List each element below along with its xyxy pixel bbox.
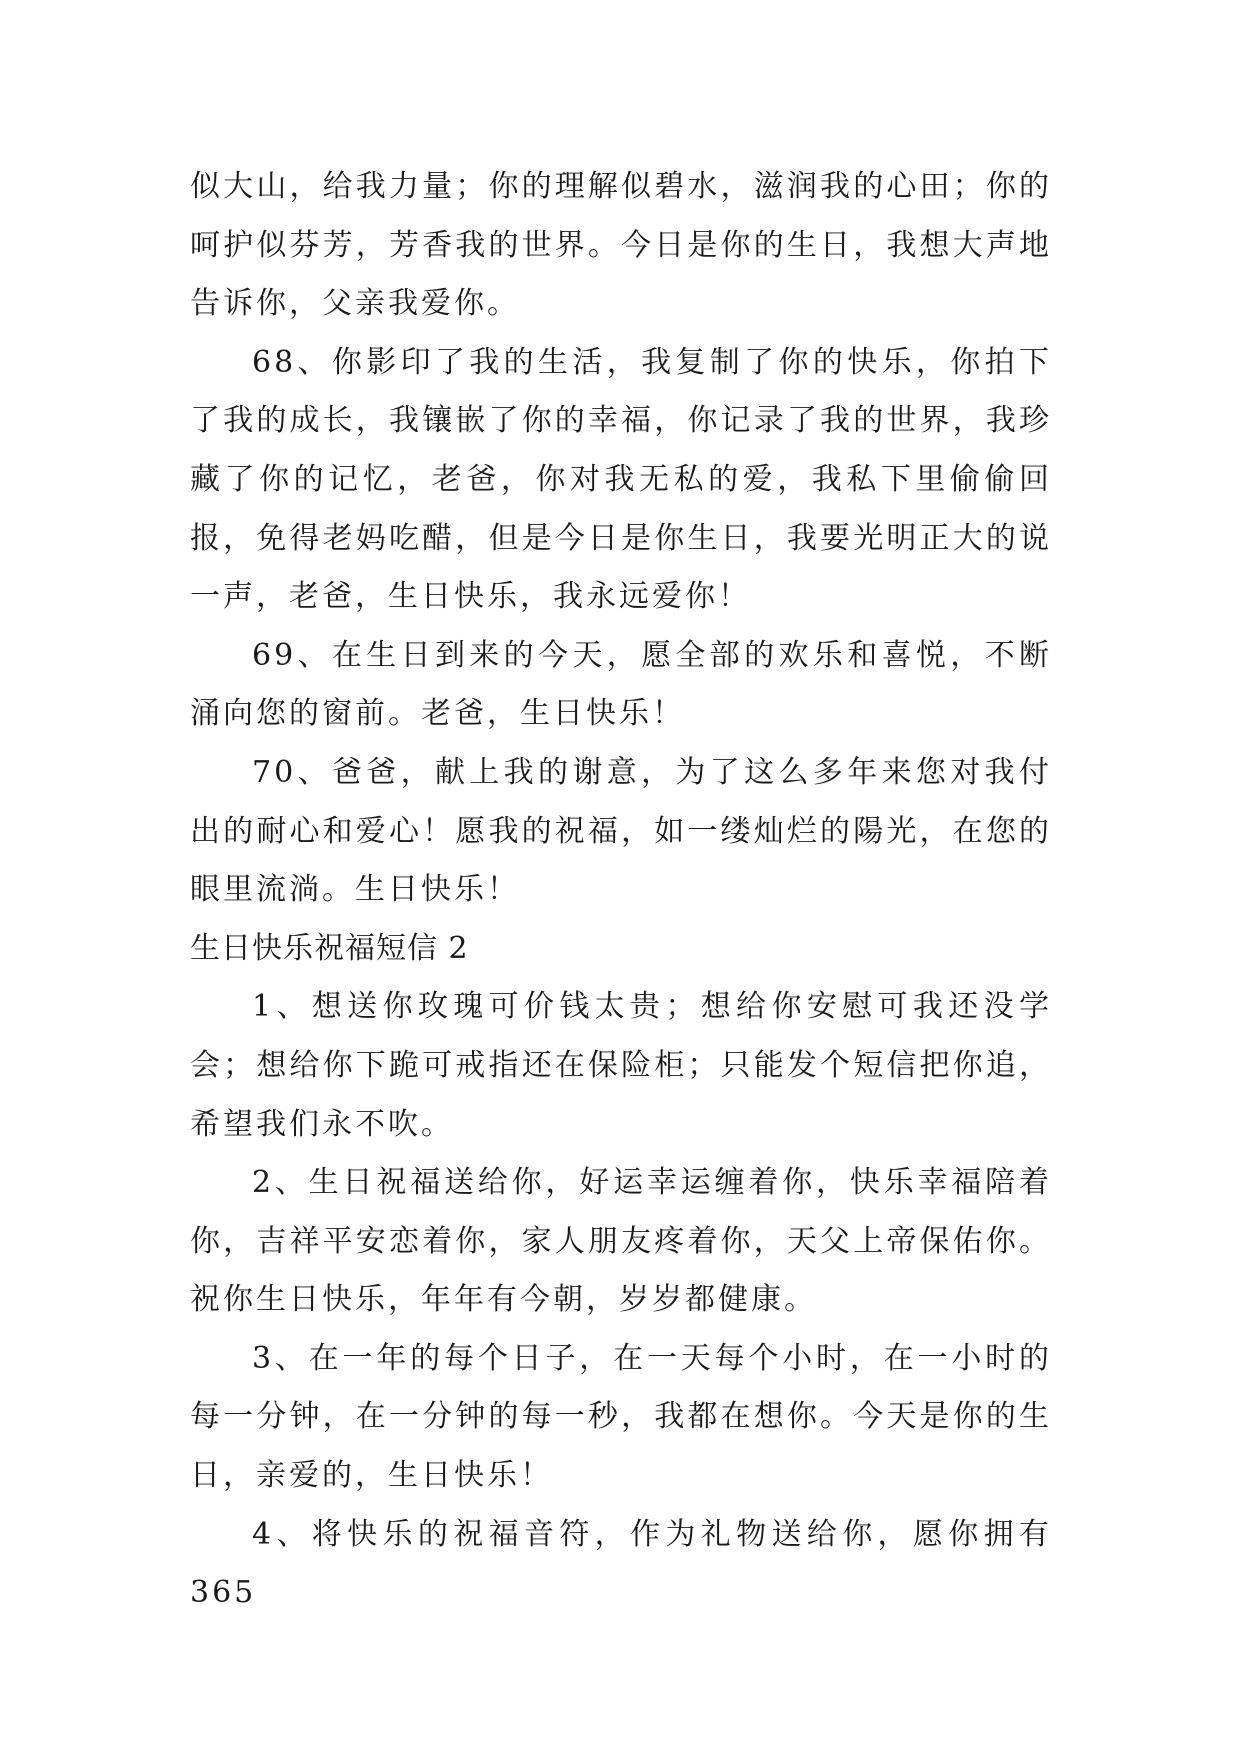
section-heading: 生日快乐祝福短信 2 [190,930,469,966]
paragraph-item-3: 3、在一年的每个日子，在一天每个小时，在一小时的每一分钟，在一分钟的每一秒，我都在想你。今天是你的生日，亲爱的，生日快乐！ [190,1340,1052,1494]
paragraph-item-2: 2、生日祝福送给你，好运幸运缠着你，快乐幸福陪着你，吉祥平安恋着你，家人朋友疼着你，天父上帝保佑你。祝你生日快乐，年年有今朝，岁岁都健康。 [190,1165,1052,1318]
paragraph-item-1: 1、想送你玫瑰可价钱太贵；想给你安慰可我还没学会；想给你下跪可戒指还在保险柜；只能发个短信把你追，希望我们永不吹。 [190,989,1052,1142]
paragraph-continuation: 似大山，给我力量；你的理解似碧水，滋润我的心田；你的呵护似芬芳，芳香我的世界。今日是你的生日，我想大声地告诉你，父亲我爱你。 [190,169,1052,322]
paragraph-item-68: 68、你影印了我的生活，我复制了你的快乐，你拍下了我的成长，我镶嵌了你的幸福，你记录了我的世界，我珍藏了你的记忆，老爸，你对我无私的爱，我私下里偷偷回报，免得老妈吃醋，但是今日是你生日，我要光明正大的说一声，老爸，生日快乐，我永远爱你！ [190,344,1052,615]
document-body [190,158,1052,1623]
paragraph-item-69: 69、在生日到来的今天，愿全部的欢乐和喜悦，不断涌向您的窗前。老爸，生日快乐！ [190,637,1052,732]
paragraph-item-70: 70、爸爸，献上我的谢意，为了这么多年来您对我付出的耐心和爱心！愿我的祝福，如一缕灿烂的陽光，在您的眼里流淌。生日快乐！ [190,754,1052,908]
paragraph-item-4: 4、将快乐的祝福音符，作为礼物送给你，愿你拥有 365 [190,1516,1052,1611]
